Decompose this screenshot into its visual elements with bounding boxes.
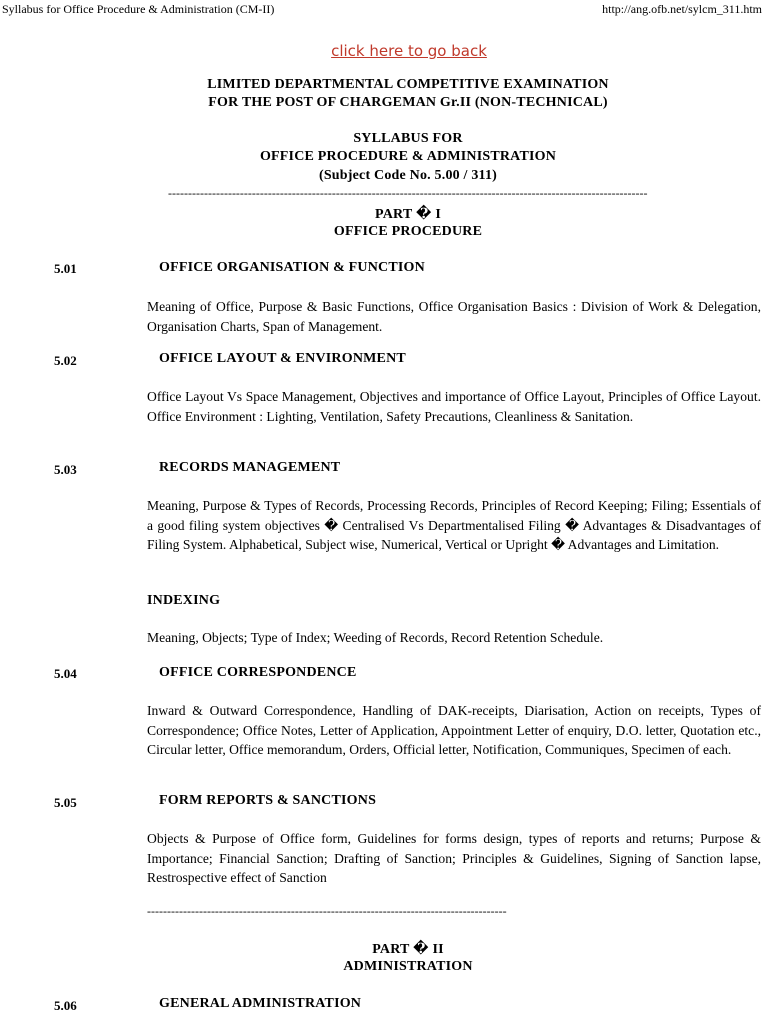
separator-rule: ------------------------------------------------------------------------------------------ xyxy=(147,904,507,918)
section-number: 5.05 xyxy=(54,795,77,810)
section-body: Meaning, Purpose & Types of Records, Processing Records, Principles of Record Keeping; Filing; Essentials of a good filing system objectives � Centralised Vs Departmentalised Filing � Advantages & Disadvantages of Filing System. Alphabetical, Subject wise, Numerical, Vertical or Upright � Advantages and Limitation. xyxy=(147,498,761,553)
document-url: http://ang.ofb.net/sylcm_311.htm xyxy=(602,2,762,16)
section-body: Objects & Purpose of Office form, Guidelines for forms design, types of reports and returns; Purpose & Importance; Financial Sanction; Drafting of Sanction; Principles & Guidelines, Signing of Sanction lapse, Restrospective effect of Sanction xyxy=(147,831,761,886)
exam-title-line2: FOR THE POST OF CHARGEMAN Gr.II (NON-TECHNICAL) xyxy=(208,95,608,110)
section-title: GENERAL ADMINISTRATION xyxy=(159,996,362,1011)
section-number: 5.06 xyxy=(54,998,77,1013)
exam-title-line1: LIMITED DEPARTMENTAL COMPETITIVE EXAMINATION xyxy=(207,77,609,92)
section-number: 5.03 xyxy=(54,462,77,477)
document-title: Syllabus for Office Procedure & Administration (CM-II) xyxy=(2,2,275,16)
subsection-body: Meaning, Objects; Type of Index; Weeding of Records, Record Retention Schedule. xyxy=(147,630,604,645)
section-number: 5.04 xyxy=(54,666,77,681)
back-link[interactable]: click here to go back xyxy=(331,42,487,60)
subsection-title: INDEXING xyxy=(147,593,221,608)
section-title: RECORDS MANAGEMENT xyxy=(159,460,341,475)
separator-rule: ------------------------------------------------------------------------------------------------------------------------ xyxy=(168,186,648,200)
section-number: 5.01 xyxy=(54,261,77,276)
part-title: ADMINISTRATION xyxy=(343,959,473,974)
section-body: Office Layout Vs Space Management, Objectives and importance of Office Layout, Principles of Office Layout. Office Environment : Lighting, Ventilation, Safety Precautions, Cleanliness & Sanitation. xyxy=(147,389,761,424)
section-body: Inward & Outward Correspondence, Handling of DAK-receipts, Diarisation, Action on receipts, Types of Correspondence; Office Notes, Letter of Application, Appointment Letter of enquiry, D.O. letter, Quotation etc., Circular letter, Office memorandum, Orders, Official letter, Notification, Communiques, Specimen of each. xyxy=(147,703,761,758)
part-label: PART � II xyxy=(372,942,444,957)
section-title: FORM REPORTS & SANCTIONS xyxy=(159,793,377,808)
subject-code: (Subject Code No. 5.00 / 311) xyxy=(318,168,498,183)
subject-title: OFFICE PROCEDURE & ADMINISTRATION xyxy=(259,149,557,164)
syllabus-heading: SYLLABUS FOR xyxy=(353,131,463,146)
section-title: OFFICE CORRESPONDENCE xyxy=(159,665,357,680)
section-title: OFFICE LAYOUT & ENVIRONMENT xyxy=(159,351,406,366)
part-title: OFFICE PROCEDURE xyxy=(333,224,483,239)
part-label: PART � I xyxy=(375,207,441,222)
section-title: OFFICE ORGANISATION & FUNCTION xyxy=(159,260,425,275)
section-number: 5.02 xyxy=(54,353,77,368)
section-body: Meaning of Office, Purpose & Basic Functions, Office Organisation Basics : Division of Work & Delegation, Organisation Charts, Span of Management. xyxy=(147,299,761,334)
